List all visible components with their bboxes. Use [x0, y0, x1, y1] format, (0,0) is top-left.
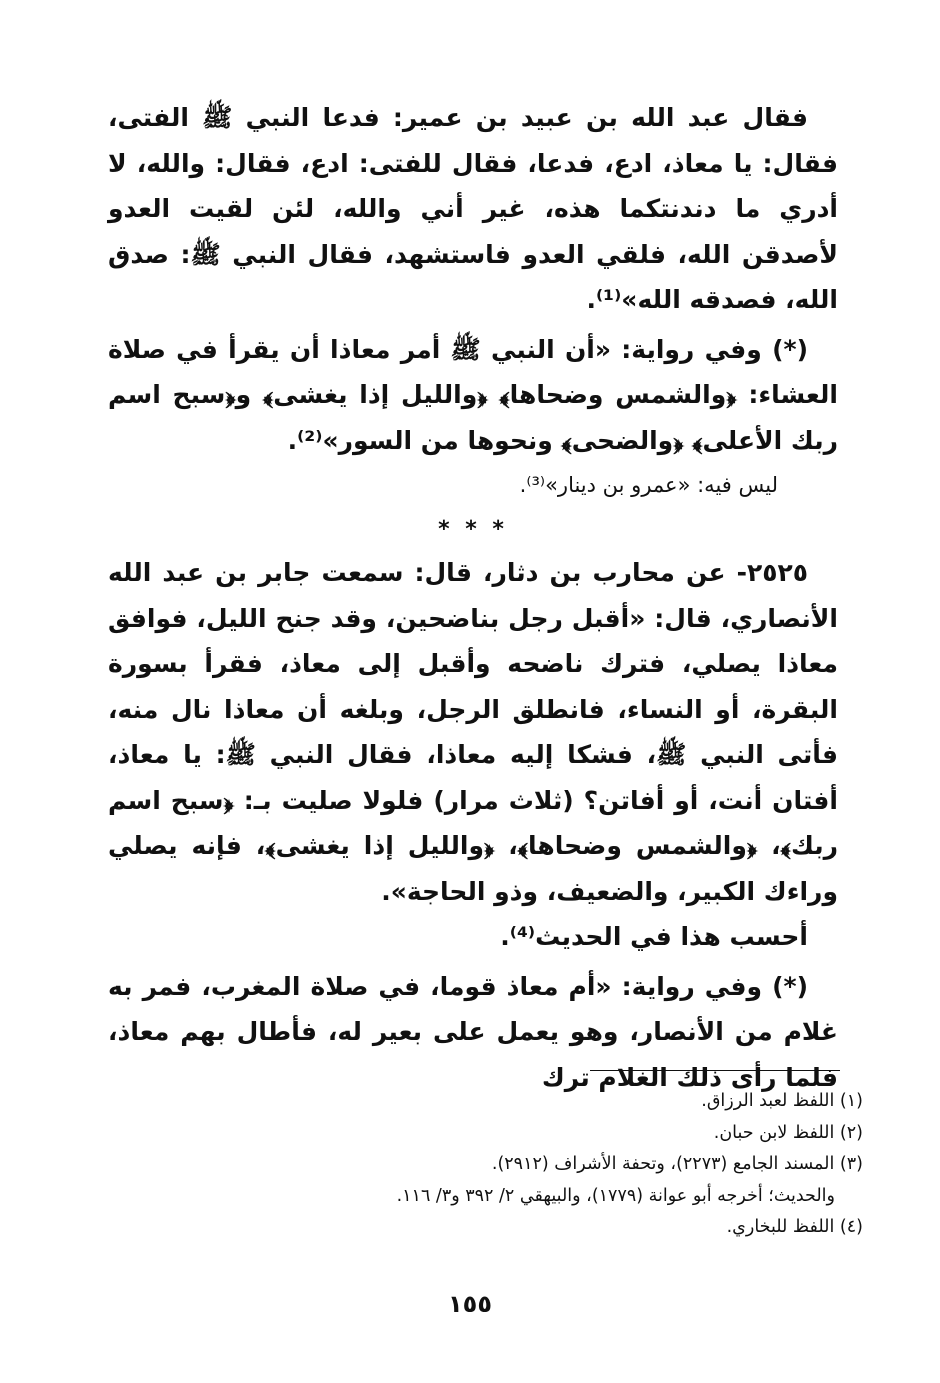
paragraph-riwaya-maghrib: (*) وفي رواية: «أم معاذ قوما، في صلاة المغرب، فمر به غلام من الأنصار، وهو يعمل على بعير له، فأطال بهم معاذ، فلما رأى ذلك الغلام ترك: [108, 971, 838, 1092]
paragraph-remark: أحسب هذا في الحديث⁽⁴⁾.: [500, 922, 808, 951]
page-number: ١٥٥: [448, 1290, 492, 1318]
footnote-3: (٣) المسند الجامع (٢٢٧٣)، وتحفة الأشراف (٢٩١٢).: [491, 1154, 863, 1174]
footnote-3-continuation: والحديث؛ أخرجه أبو عوانة (١٧٧٩)، والبيهقي ٢/ ٣٩٢ و٣/ ١١٦.: [396, 1185, 835, 1206]
footnote-2: (٢) اللفظ لابن حبان.: [713, 1122, 863, 1143]
paragraph-hadith-continuation: فقال عبد الله بن عبيد بن عمير: فدعا النبي ﷺ الفتى، فقال: يا معاذ، ادع، فدعا، فقال للفتى: ادع، فقال: والله، لا أدري ما دندنتكما هذه، غير أني والله، لئن لقيت العدو لأصدقن الله، فلقي العدو فاستشهد، فقال النبي ﷺ: صدق الله، فصدقه الله»⁽¹⁾.: [108, 103, 838, 314]
footnotes: [108, 1086, 863, 1244]
paragraph-riwaya-isha: (*) وفي رواية: «أن النبي ﷺ أمر معاذا أن يقرأ في صلاة العشاء: ﴿والشمس وضحاها﴾ ﴿والليل إذا يغشى﴾ و﴿سبح اسم ربك الأعلى﴾ ﴿والضحى﴾ ونحوها من السور»⁽²⁾.: [108, 334, 838, 455]
footnote-divider: [590, 1070, 840, 1071]
footnote-1: (١) اللفظ لعبد الرزاق.: [701, 1091, 863, 1111]
main-text: [108, 95, 838, 1100]
note-line: ليس فيه: «عمرو بن دينار»⁽³⁾.: [519, 473, 778, 497]
footnote-4: (٤) اللفظ للبخاري.: [726, 1217, 863, 1237]
section-separator: * * *: [438, 517, 508, 542]
paragraph-hadith-2525: ٢٥٢٥- عن محارب بن دثار، قال: سمعت جابر بن عبد الله الأنصاري، قال: «أقبل رجل بناضحين، وقد جنح الليل، فوافق معاذا يصلي، فترك ناضحه وأقبل إلى معاذ، فقرأ بسورة البقرة، أو النساء، فانطلق الرجل، وبلغه أن معاذا نال منه، فأتى النبي ﷺ، فشكا إليه معاذا، فقال النبي ﷺ: يا معاذ، أفتان أنت، أو أفاتن؟ (ثلاث مرار) فلولا صليت بـ: ﴿سبح اسم ربك﴾، ﴿والشمس وضحاها﴾، ﴿والليل إذا يغشى﴾، فإنه يصلي وراءك الكبير، والضعيف، وذو الحاجة».: [108, 558, 838, 906]
